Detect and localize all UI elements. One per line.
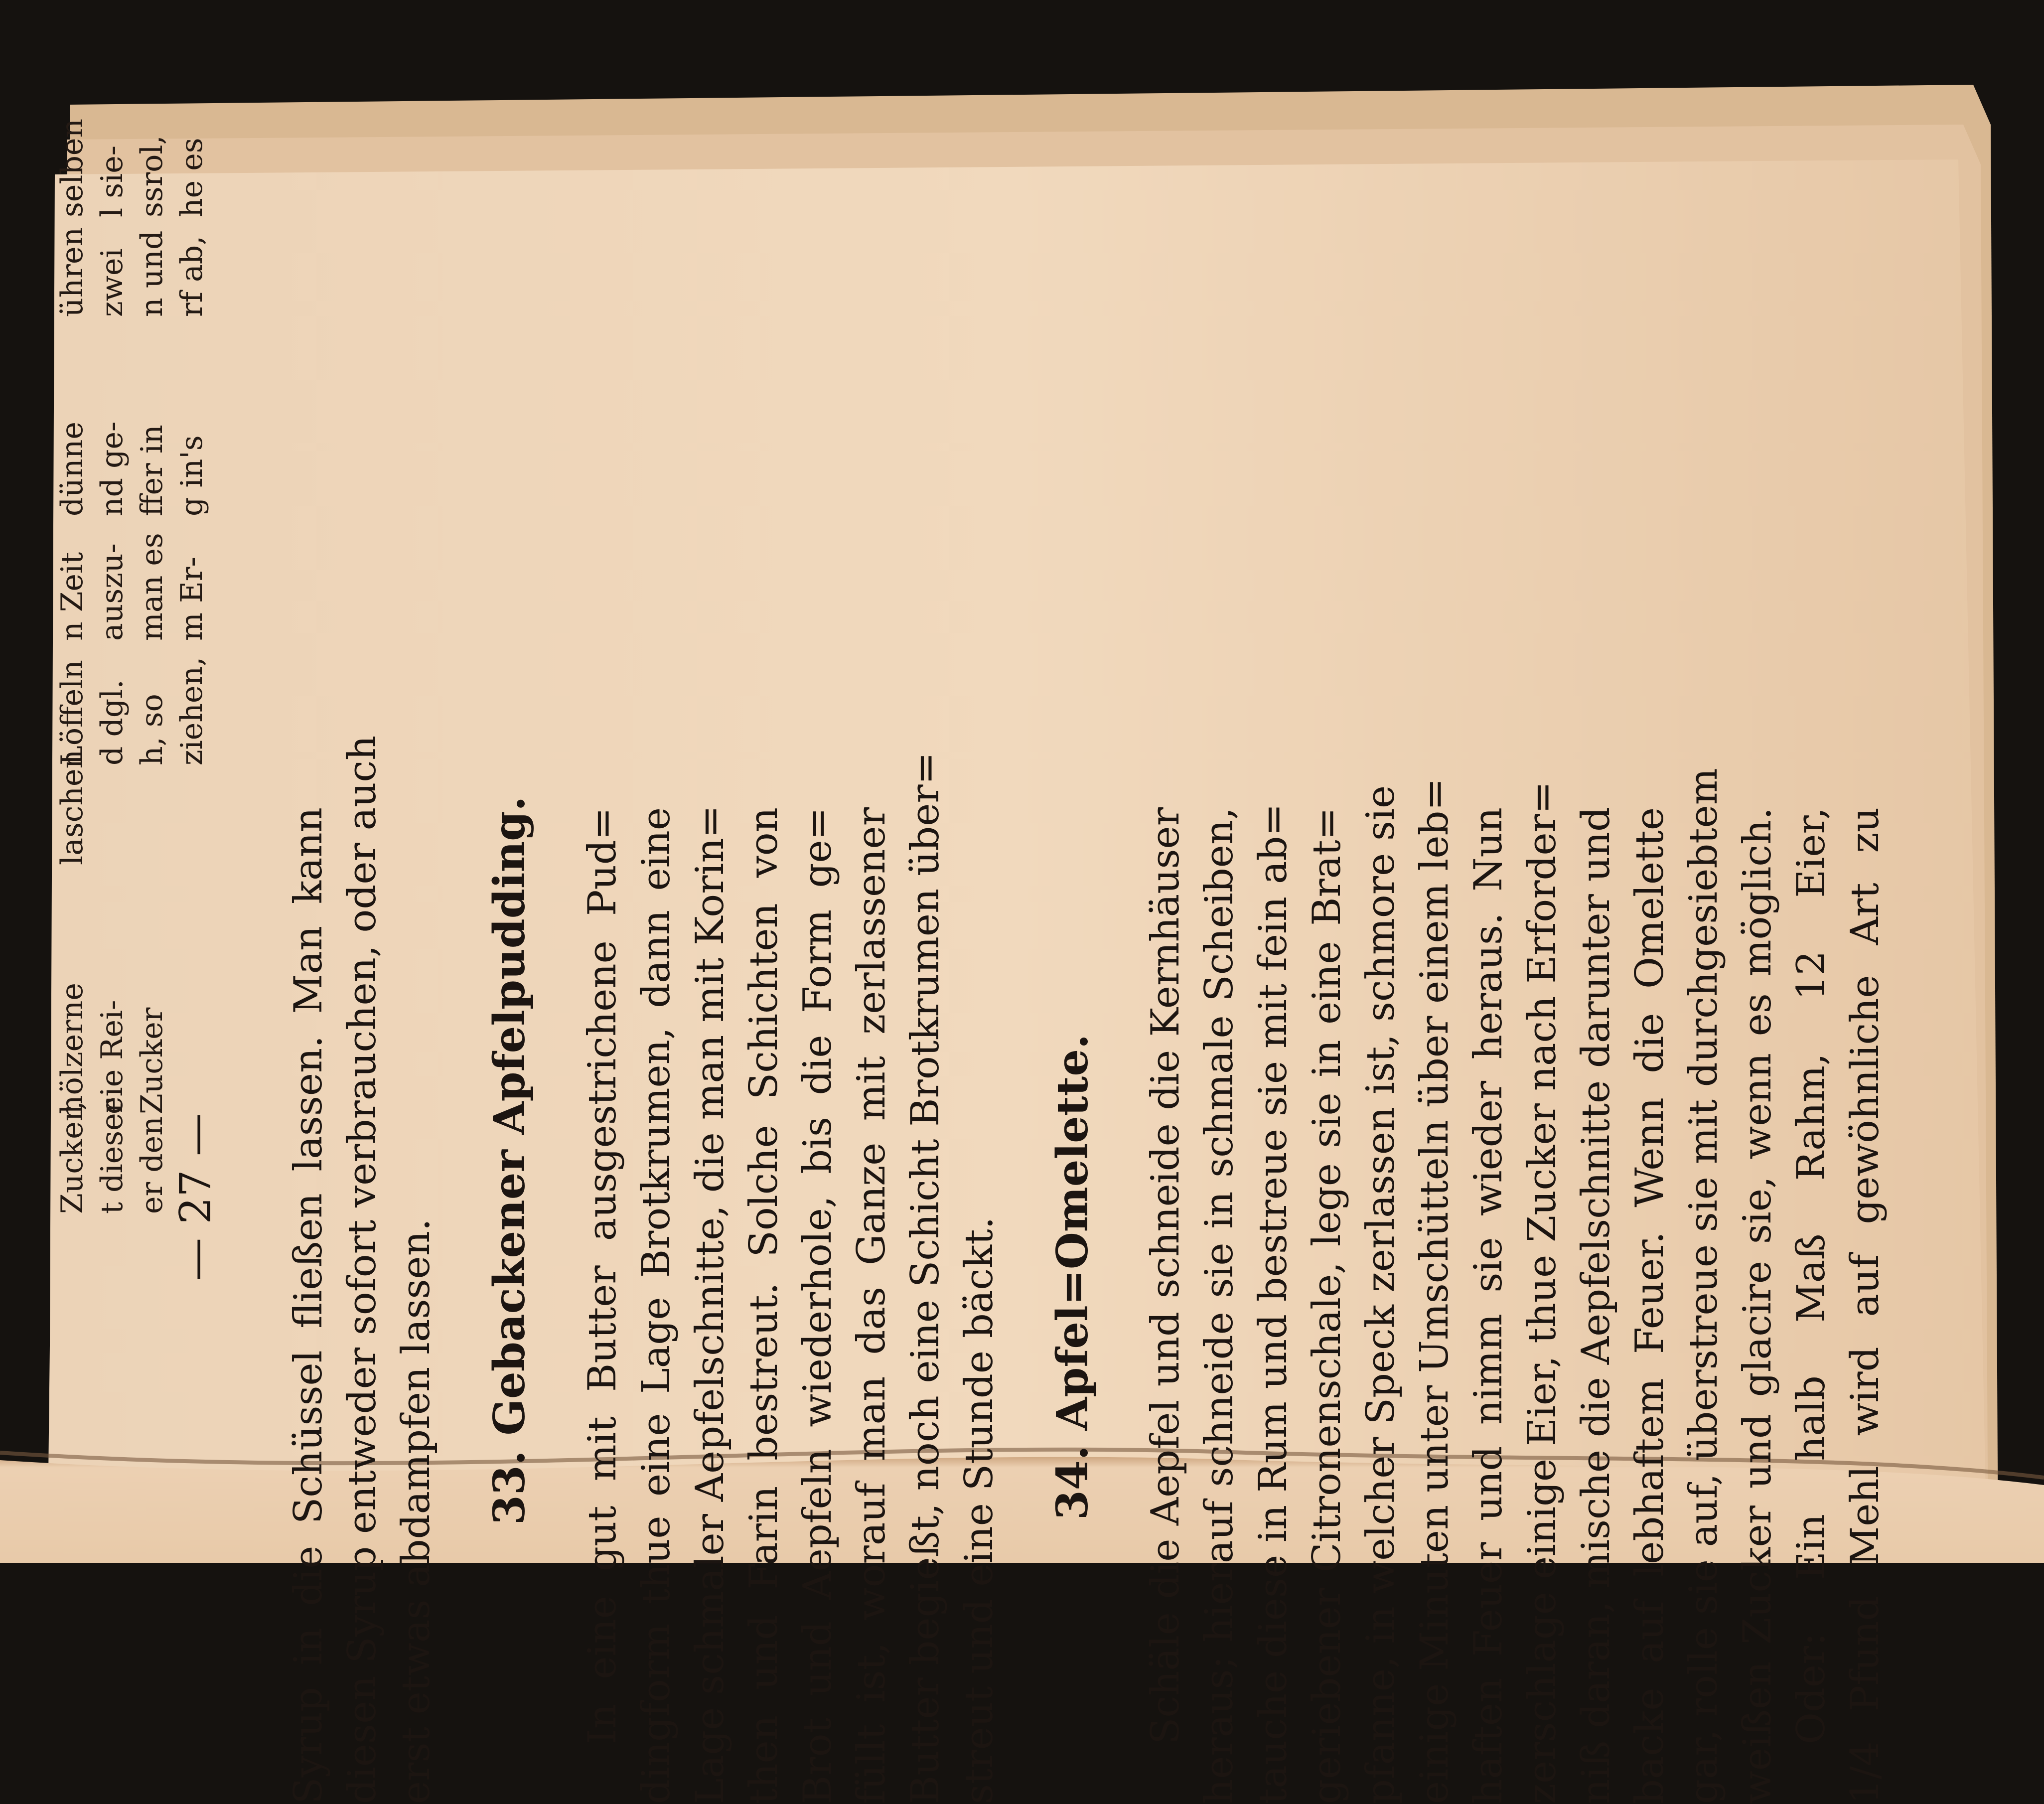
- fragment-word: zwei: [95, 248, 130, 317]
- text-line: füllt ist, worauf man das Ganze mit zerlassener: [849, 807, 894, 1804]
- text-line: Syrup in die Schüssel fließen lassen. Man kann: [286, 807, 331, 1804]
- text-line: Brot und Aepfeln wiederhole, bis die Form ge=: [795, 807, 840, 1804]
- text-line: einige Minuten unter Umschütteln über einem leb=: [1412, 778, 1457, 1804]
- text-line: erst etwas abdampfen lassen.: [394, 1218, 438, 1804]
- fragment-word: he es: [174, 138, 209, 217]
- fragment-word: ziehen,: [174, 656, 209, 765]
- text-line: niß daran, mische die Aepfelschnitte darunter und: [1574, 806, 1618, 1804]
- text-line: heraus; hierauf schneide sie in schmale Scheiben,: [1197, 807, 1242, 1804]
- fragment-word: ssrol,: [135, 135, 169, 217]
- fragment-word: laschen: [55, 749, 90, 865]
- fragment-word: ffer in: [135, 425, 169, 516]
- text-line: pfanne, in welcher Speck zerlassen ist, schmore sie: [1358, 785, 1403, 1804]
- text-line: streut und eine Stunde bäckt.: [957, 1216, 1002, 1804]
- page-number: — 27 —: [171, 1113, 221, 1281]
- page-content: [171, 735, 1888, 1804]
- fragment-word: nd ge-: [95, 421, 130, 516]
- text-line: Schäle die Aepfel und schneide die Kernhäuser: [1143, 807, 1188, 1744]
- fragment-word: g in's: [174, 435, 209, 516]
- recipe-heading-33: 33. Gebackener Apfelpudding.: [484, 796, 535, 1525]
- text-line: tauche diese in Rum und bestreue sie mit fein ab=: [1251, 803, 1296, 1804]
- text-line: geriebener Citronenschale, lege sie in eine Brat=: [1305, 807, 1349, 1804]
- fragment-word: hölzerne: [55, 983, 90, 1114]
- text-line: haften Feuer und nimm sie wieder heraus. Nun: [1466, 807, 1511, 1804]
- text-line: zerschlage einige Eier, thue Zucker nach Erforder=: [1520, 781, 1565, 1804]
- text-line: diesen Syrup entweder sofort verbrauchen, oder auch: [340, 735, 385, 1804]
- text-line: Lage schmaler Aepfelschnitte, die man mit Korin=: [688, 805, 732, 1804]
- fragment-word: auszu-: [95, 543, 130, 641]
- fragment-word: m Er-: [174, 557, 209, 641]
- fragment-word: rf ab,: [174, 235, 209, 317]
- fragment-word: dünne: [55, 422, 90, 516]
- fragment-word: eie Rei-: [95, 1000, 130, 1114]
- fragment-word: Zucker,: [55, 1101, 90, 1214]
- text-line: dingform thue eine Lage Brotkrumen, dann eine: [634, 807, 679, 1804]
- fragment-word: t dieser: [95, 1098, 130, 1214]
- text-line: gar, rolle sie auf, überstreue sie mit durchgesiebtem: [1681, 768, 1726, 1804]
- text-line: then und Farin bestreut. Solche Schichten von: [741, 807, 786, 1804]
- text-line: In eine gut mit Butter ausgestrichene Pud=: [580, 807, 625, 1744]
- fragment-word: ühren: [55, 227, 90, 317]
- fragment-word: n und: [135, 230, 169, 317]
- text-line: backe auf lebhaftem Feuer. Wenn die Omelette: [1627, 807, 1672, 1804]
- fragment-word: h, so: [135, 694, 169, 765]
- fragment-word: er den: [135, 1116, 169, 1214]
- recipe-heading-34: 34. Apfel=Omelette.: [1047, 1034, 1098, 1520]
- fragment-word: l sie-: [95, 145, 130, 217]
- text-line: Oder: Ein halb Maß Rahm, 12 Eier,: [1789, 807, 1834, 1744]
- fragment-word: man es: [135, 533, 169, 641]
- fragment-word: d dgl.: [95, 679, 130, 765]
- fragment-word: Löffeln: [55, 660, 90, 765]
- text-line: weißen Zucker und glacire sie, wenn es möglich.: [1735, 807, 1780, 1804]
- fragment-word: n Zeit: [55, 552, 90, 641]
- text-line: Butter begießt, noch eine Schicht Brotkrumen über=: [903, 752, 948, 1804]
- text-line: 1/4 Pfund Mehl wird auf gewöhnliche Art zu: [1843, 807, 1888, 1804]
- fragment-word: selben: [55, 118, 90, 217]
- fragment-word: Zucker: [135, 1007, 169, 1114]
